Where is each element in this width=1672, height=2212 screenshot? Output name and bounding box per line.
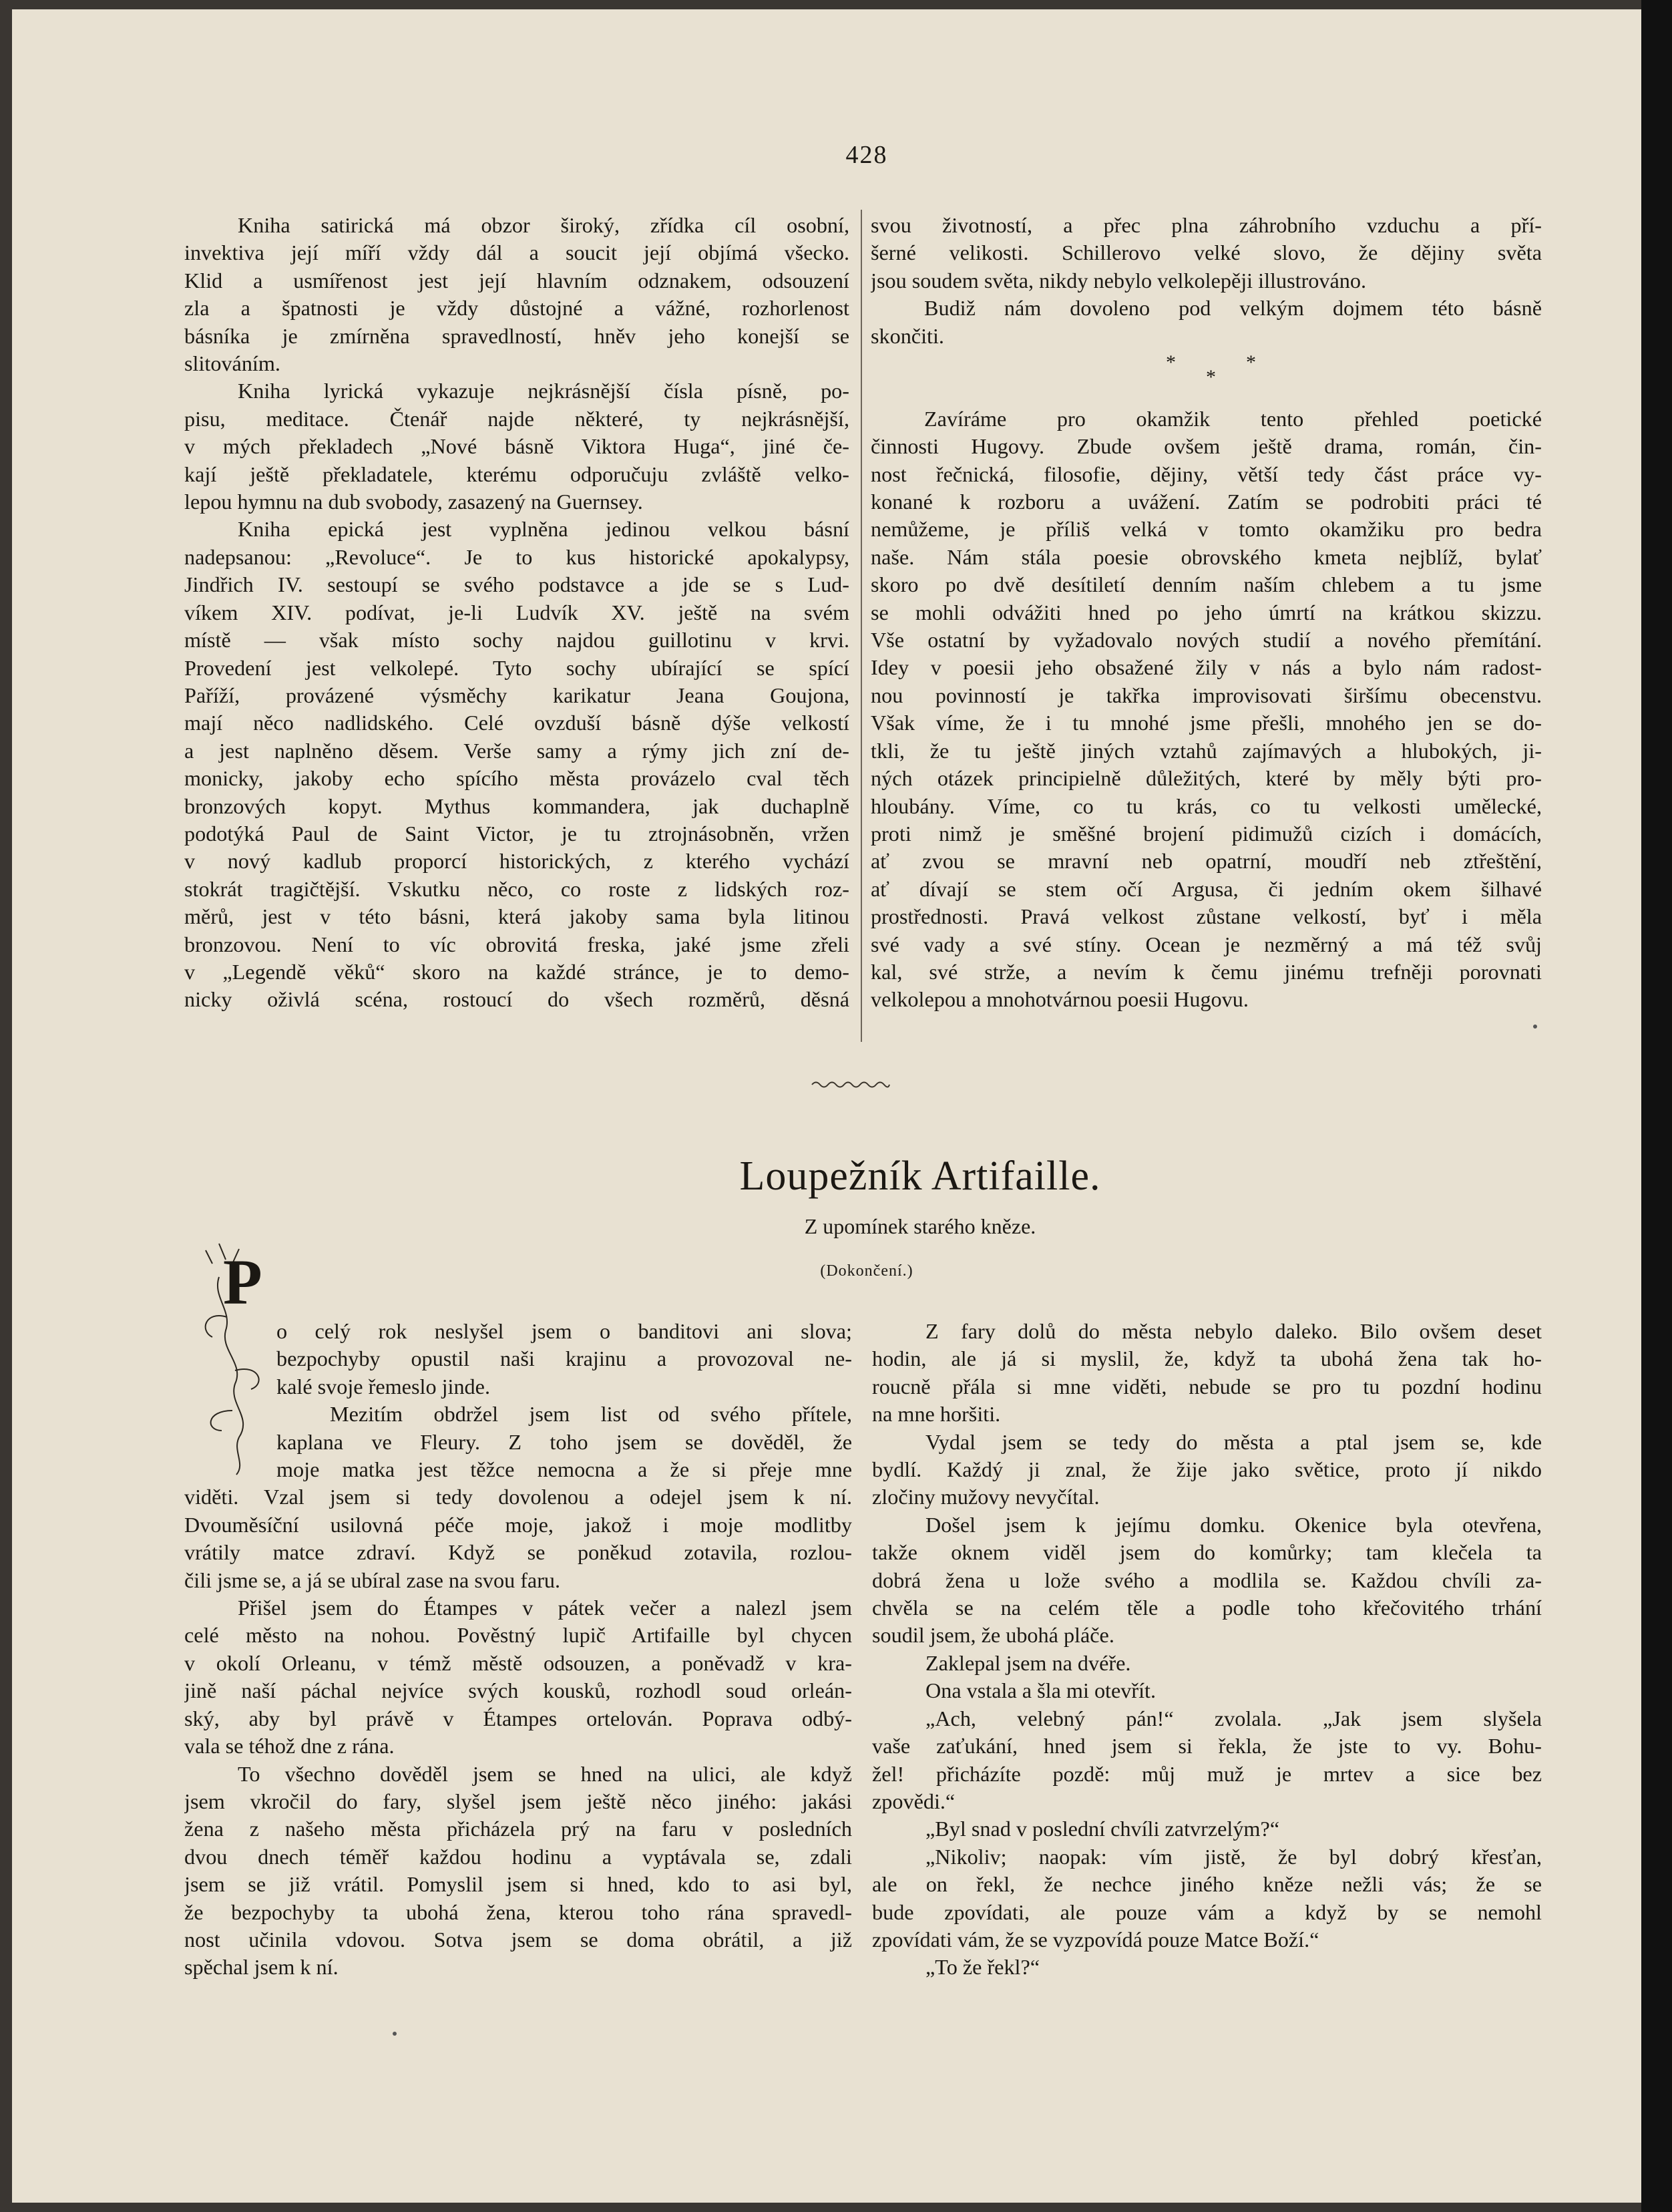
text-line: kaplana ve Fleury. Z toho jsem se dověděl, že: [276, 1429, 852, 1454]
text-line: zpovědi.“: [872, 1789, 956, 1813]
text-line: zpovídati vám, že se vyzpovídá pouze Matce Boží.“: [872, 1927, 1319, 1952]
text-line: Však víme, že i tu mnohé jsme přešli, mnohého jen se do-: [871, 711, 1542, 735]
text-line: žena z našeho města přicházela prý na faru v posledních: [184, 1817, 852, 1841]
text-line: lepou hymnu na dub svobody, zasazený na Guernsey.: [184, 490, 643, 514]
text-line: vrátily matce zdraví. Když se poněkud zotavila, rozlou-: [184, 1540, 852, 1565]
text-line: vaše zaťukání, hned jsem si řekla, že jste to vy. Bohu-: [872, 1734, 1542, 1759]
text-line: v „Legendě věků“ skoro na každé stránce, je to demo-: [184, 959, 849, 984]
text-line: moje matka jest těžce nemocna a že si přeje mne: [276, 1457, 852, 1482]
text-line: měrů, jest v této básni, která jakoby sama byla litinou: [184, 904, 849, 929]
text-line: naše. Nám stála poesie obrovského kmeta nejblíž, bylať: [871, 544, 1542, 569]
text-line: nemůžeme, je příliš velká v tomto okamžiku pro bedra: [871, 517, 1542, 542]
text-line: invektiva její míří vždy dál a soucit její objímá všecko.: [184, 240, 849, 265]
text-line: Paříží, provázené výsměchy karikatur Jeana Goujona,: [184, 683, 849, 707]
story-title: Loupežník Artifaille.: [739, 1153, 1101, 1199]
text-line: vala se téhož dne z rána.: [184, 1734, 395, 1759]
text-line: dobrá žena u lože svého a modlila se. Každou chvíli za-: [872, 1568, 1542, 1592]
text-line: nost řečnická, filosofie, dějiny, větší tedy část práce vy-: [871, 462, 1542, 486]
text-line: pisu, meditace. Čtenář najde některé, ty nejkrásnější,: [184, 406, 849, 431]
text-line: Idey v poesii jeho obsažené žily v nás a bylo nám radost-: [871, 655, 1542, 680]
text-line: a jest naplněno děsem. Verše samy a rýmy jich zní de-: [184, 738, 849, 763]
text-line: bydlí. Každý ji znal, že žije jako světice, proto jí nikdo: [872, 1457, 1542, 1482]
text-line: Vydal jsem se tedy do města a ptal jsem se, kde: [925, 1429, 1542, 1454]
text-line: „Nikoliv; naopak: vím jistě, že byl dobrý křesťan,: [925, 1844, 1542, 1869]
text-line: nou povinností je takřka improvisovati širšímu obecenstvu.: [871, 683, 1542, 707]
print-speck: [393, 2032, 397, 2036]
drop-cap-letter: P: [223, 1246, 262, 1318]
text-line: činnosti Hugovy. Zbude ovšem ještě drama, román, čin-: [871, 434, 1542, 459]
text-line: jsou soudem světa, nikdy nebylo velkolepěji illustrováno.: [871, 268, 1366, 293]
text-line: kal, své strže, a nevím k čemu jinému trefněji porovnati: [871, 959, 1542, 984]
text-line: bude zpovídati, ale pouze vám a když by se nemohl: [872, 1899, 1542, 1924]
text-line: spěchal jsem k ní.: [184, 1955, 339, 1980]
text-line: Zavíráme pro okamžik tento přehled poetické: [924, 406, 1542, 431]
text-line: roucně přála si mne viděti, nebude se pro tu pozdní hodinu: [872, 1374, 1542, 1399]
star-ornament: *: [1246, 351, 1256, 373]
wavy-divider: [811, 1078, 891, 1091]
text-line: bronzovou. Není to víc obrovitá freska, jaké jsme zřeli: [184, 932, 849, 956]
text-line: Vše ostatní by vyžadovalo nových studií a nového přemítání.: [871, 628, 1542, 653]
text-line: zla a špatnosti je vždy důstojné a vážné, rozhorlenost: [184, 296, 849, 321]
print-speck: [1533, 1025, 1537, 1029]
text-line: ale on řekl, že nechce jiného kněze nežli vás; že se: [872, 1872, 1542, 1897]
text-line: že bezpochyby ta ubohá žena, kterou toho rána spravedl-: [184, 1899, 852, 1924]
essay-column-right: [871, 212, 1542, 1014]
story-column-right: [872, 1318, 1542, 1982]
text-line: podotýká Paul de Saint Victor, je tu ztrojnásobněn, vržen: [184, 821, 849, 846]
text-line: soudil jsem, že ubohá pláče.: [872, 1623, 1114, 1648]
text-line: Jindřich IV. sestoupí se svého podstavce a jde se s Lud-: [184, 572, 849, 597]
essay-column-left: [184, 212, 849, 1014]
text-line: čili jsme se, a já se ubíral zase na svou faru.: [184, 1568, 561, 1592]
text-line: konané k rozboru a uvážení. Zatím se podrobiti práci té: [871, 490, 1542, 514]
magazine-page: [12, 9, 1641, 2203]
section-stars: [1147, 351, 1281, 388]
text-line: slitováním.: [184, 351, 280, 376]
text-line: nadepsanou: „Revoluce“. Je to kus historické apokalypsy,: [184, 544, 849, 569]
text-line: se mohli odvážiti hned po jeho úmrtí na krátkou skizzu.: [871, 600, 1542, 624]
text-line: místě — však místo sochy najdou guillotinu v krvi.: [184, 628, 849, 653]
text-line: bezpochyby opustil naši krajinu a provozoval ne-: [276, 1346, 852, 1371]
story-subtitle: Z upomínek starého kněze.: [804, 1214, 1036, 1238]
text-line: tkli, že tu ještě jiných vztahů zajímavých a hlubokých, ji-: [871, 738, 1542, 763]
text-line: Dvouměsíční usilovná péče moje, jakož i moje modlitby: [184, 1512, 852, 1537]
story-column-left: [184, 1318, 852, 1982]
star-ornament: *: [1206, 366, 1216, 388]
text-line: hloubány. Víme, co tu krás, co tu velkosti umělecké,: [871, 793, 1542, 818]
text-line: Ona vstala a šla mi otevřít.: [925, 1678, 1157, 1703]
text-line: ať dívají se stem očí Argusa, či jedním okem šilhavé: [871, 876, 1542, 901]
text-line: Klid a usmířenost jest její hlavním odznakem, odsouzení: [184, 268, 849, 293]
text-line: chvěla se na celém těle a podle toho křečovitého trhání: [872, 1596, 1542, 1620]
text-line: zločiny mužovy nevyčítal.: [872, 1485, 1100, 1509]
text-line: jině naší páchal nejvíce svých kousků, rozhodl soud orleán-: [184, 1678, 852, 1703]
page-number: 428: [845, 141, 888, 169]
text-line: o celý rok neslyšel jsem o banditovi ani slova;: [276, 1319, 852, 1343]
text-line: své vady a své stíny. Ocean je nezměrný a má též svůj: [871, 932, 1542, 956]
column-rule: [861, 210, 862, 1042]
text-line: víkem XIV. podívat, je-li Ludvík XV. ještě na svém: [184, 600, 849, 624]
text-line: Provedení jest velkolepé. Tyto sochy ubírající se spící: [184, 655, 849, 680]
text-line: ať zvou se mravní neb opatrní, moudří neb ztřeštění,: [871, 849, 1542, 874]
text-line: Mezitím obdržel jsem list od svého přítele,: [330, 1402, 852, 1427]
text-line: kalé svoje řemeslo jinde.: [276, 1374, 490, 1399]
text-line: nicky oživlá scéna, rostoucí do všech rozměrů, děsná: [184, 987, 849, 1012]
text-line: v mých překladech „Nové básně Viktora Huga“, jiné če-: [184, 434, 849, 459]
text-line: velkolepou a mnohotvárnou poesii Hugovu.: [871, 987, 1249, 1012]
text-line: skončiti.: [871, 323, 944, 348]
text-line: Budiž nám dovoleno pod velkým dojmem této básně: [924, 296, 1542, 321]
text-line: „Ach, velebný pán!“ zvolala. „Jak jsem slyšela: [925, 1706, 1542, 1730]
text-line: „Byl snad v poslední chvíli zatvrzelým?“: [925, 1817, 1280, 1841]
text-line: monicky, jakoby echo spícího města provázelo cval těch: [184, 766, 849, 791]
text-line: prostřednosti. Pravá velkost zůstane velkostí, byť i měla: [871, 904, 1542, 929]
text-line: svou životností, a přec plna záhrobního vzduchu a pří-: [871, 213, 1542, 237]
text-line: celé město na nohou. Pověstný lupič Artifaille byl chycen: [184, 1623, 852, 1648]
text-line: nost učinila vdovou. Sotva jsem se doma obrátil, a již: [184, 1927, 852, 1952]
text-line: žel! přicházíte pozdě: můj muž je mrtev a sice bez: [872, 1761, 1542, 1786]
text-line: skoro po dvě desítiletí denním naším chlebem a tu jsme: [871, 572, 1542, 597]
text-line: proti nimž je směšné brojení pidimužů cizích i domácích,: [871, 821, 1542, 846]
text-line: ných otázek principielně důležitých, které by měly býti pro-: [871, 766, 1542, 791]
text-line: Z fary dolů do města nebylo daleko. Bilo ovšem deset: [925, 1319, 1542, 1343]
text-line: To všechno dověděl jsem se hned na ulici, ale když: [238, 1761, 852, 1786]
text-line: Přišel jsem do Étampes v pátek večer a nalezl jsem: [238, 1596, 852, 1620]
text-line: stokrát tragičtější. Vskutku něco, co roste z lidských roz-: [184, 876, 849, 901]
text-line: Došel jsem k jejímu domku. Okenice byla otevřena,: [925, 1512, 1542, 1537]
text-line: ský, aby byl právě v Étampes ortelován. Poprava odbý-: [184, 1706, 852, 1730]
text-line: Zaklepal jsem na dvéře.: [925, 1650, 1131, 1675]
continued-note: (Dokončení.): [820, 1262, 913, 1280]
text-line: Kniha epická jest vyplněna jedinou velkou básní: [238, 517, 849, 542]
scan-edge: [1641, 0, 1672, 2212]
text-line: mají něco nadlidského. Celé ovzduší básně dýše velkostí: [184, 711, 849, 735]
text-line: takže oknem viděl jsem do komůrky; tam klečela ta: [872, 1540, 1542, 1565]
text-line: šerné velikosti. Schillerovo velké slovo, že dějiny světa: [871, 240, 1542, 265]
text-line: básníka je zmírněna spravedlností, hněv jeho konejší se: [184, 323, 849, 348]
text-line: hodin, ale já si myslil, že, když ta ubohá žena tak ho-: [872, 1346, 1542, 1371]
star-ornament: *: [1166, 351, 1176, 373]
text-line: na mne horšiti.: [872, 1402, 1001, 1427]
text-line: kají ještě překladatele, kterému odporučuju zvláště velko-: [184, 462, 849, 486]
text-line: jsem vkročil do fary, slyšel jsem ještě něco jiného: jakási: [184, 1789, 852, 1813]
text-line: dvou dnech téměř každou hodinu a vyptávala se, zdali: [184, 1844, 852, 1869]
text-line: v nový kadlub proporcí historických, z kterého vychází: [184, 849, 849, 874]
text-line: bronzových kopyt. Mythus kommandera, jak duchaplně: [184, 793, 849, 818]
text-line: v okolí Orleanu, v témž městě odsouzen, a poněvadž v kra-: [184, 1650, 852, 1675]
text-line: Kniha satirická má obzor široký, zřídka cíl osobní,: [238, 213, 849, 237]
text-line: viděti. Vzal jsem si tedy dovolenou a odejel jsem k ní.: [184, 1485, 852, 1509]
text-line: jsem se již vrátil. Pomyslil jsem si hned, kdo to asi byl,: [184, 1872, 852, 1897]
text-line: Kniha lyrická vykazuje nejkrásnější čísla písně, po-: [238, 379, 849, 403]
text-line: „To že řekl?“: [925, 1955, 1040, 1980]
